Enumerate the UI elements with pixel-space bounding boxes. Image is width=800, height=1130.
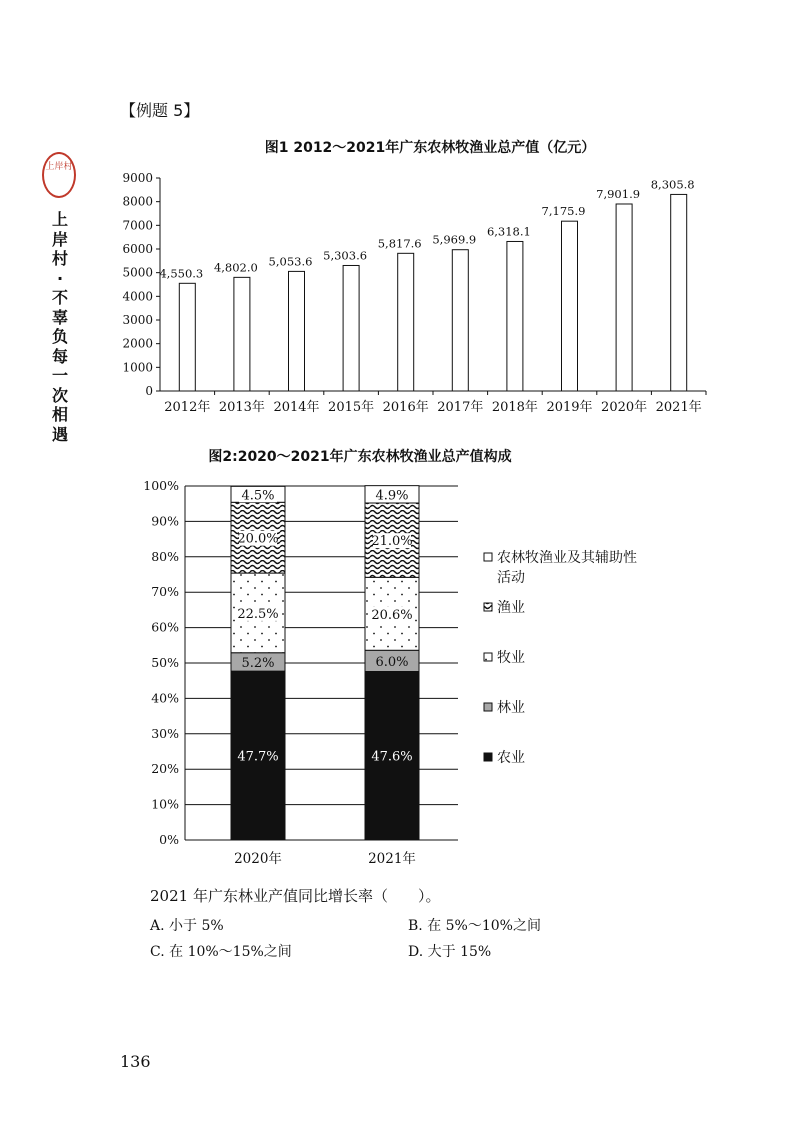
example-label: 【例题 5】 — [120, 101, 200, 120]
fig1-y-tick-label: 0 — [145, 384, 153, 398]
fig1-x-tick-label: 2012年 — [164, 400, 211, 415]
fig2-y-tick-label: 0% — [159, 832, 179, 847]
fig2-legend-swatch — [484, 653, 492, 661]
fig2-legend-swatch — [484, 753, 492, 761]
fig2-data-label: 47.7% — [237, 749, 279, 765]
fig1-data-label: 8,305.8 — [650, 177, 695, 192]
fig2-data-label: 22.5% — [237, 606, 279, 622]
fig2-y-tick-label: 10% — [151, 796, 179, 812]
fig2-legend-label: 牧业 — [497, 650, 525, 666]
fig1-x-tick-label: 2014年 — [273, 400, 320, 415]
fig2-legend-swatch — [484, 553, 492, 561]
fig1-x-tick-label: 2013年 — [218, 400, 265, 415]
fig1-data-label: 5,053.6 — [268, 254, 313, 269]
fig2-data-label: 21.0% — [371, 534, 413, 550]
fig2-legend-label: 林业 — [497, 700, 525, 716]
fig2-data-label: 6.0% — [375, 654, 409, 670]
fig2-legend-label: 农林牧渔业及其辅助性 — [497, 550, 637, 566]
fig2-data-label: 4.9% — [375, 488, 409, 504]
fig2-y-tick-label: 20% — [151, 761, 179, 777]
fig2-y-tick-label: 100% — [143, 478, 179, 493]
fig2-legend-label: 农业 — [497, 750, 525, 766]
fig1-data-label: 7,901.9 — [596, 186, 641, 201]
fig1-y-tick-label: 9000 — [122, 171, 153, 185]
fig2-data-label: 20.0% — [237, 531, 279, 547]
fig1-y-tick-label: 7000 — [122, 218, 153, 233]
fig2-data-label: 20.6% — [371, 607, 413, 623]
fig2-y-tick-label: 50% — [151, 655, 179, 670]
fig1-data-label: 5,303.6 — [323, 248, 368, 263]
fig1-x-tick-label: 2017年 — [437, 400, 484, 415]
fig1-y-tick-label: 6000 — [122, 242, 153, 256]
fig1-data-label: 4,802.0 — [213, 260, 258, 275]
fig1-x-tick-label: 2018年 — [491, 400, 538, 415]
brand-seal-text: 上岸村 — [45, 162, 73, 172]
fig2-legend-swatch — [484, 603, 492, 611]
fig2-y-tick-label: 70% — [151, 584, 179, 600]
fig2-y-tick-label: 40% — [151, 690, 179, 706]
fig1-y-tick-label: 8000 — [122, 194, 153, 209]
fig1-x-tick-label: 2021年 — [655, 400, 702, 415]
fig2-data-label: 47.6% — [371, 749, 413, 765]
fig1-title: 图1 2012～2021年广东农林牧渔业总产值（亿元） — [264, 140, 596, 156]
fig2-y-tick-label: 90% — [151, 513, 179, 529]
fig2-data-label: 5.2% — [241, 655, 275, 671]
fig1-data-label: 4,550.3 — [159, 266, 204, 281]
fig1-data-label: 5,817.6 — [377, 236, 422, 251]
fig2-x-tick-label: 2021年 — [368, 851, 416, 867]
fig2-legend-label: 活动 — [497, 570, 525, 586]
brand-slogan: 上岸村·不辜负每一次相遇 — [51, 210, 68, 444]
fig1-y-tick-label: 3000 — [122, 313, 153, 327]
fig1-x-tick-label: 2020年 — [601, 400, 648, 415]
fig1-y-tick-label: 1000 — [122, 360, 153, 375]
fig1-y-tick-label: 4000 — [122, 289, 153, 304]
fig1-y-tick-label: 2000 — [122, 336, 153, 351]
fig1-data-label: 5,969.9 — [432, 232, 477, 247]
option-b[interactable]: B. 在 5%～10%之间 — [408, 918, 541, 934]
fig1-x-tick-label: 2016年 — [382, 400, 429, 415]
fig1-x-tick-label: 2019年 — [546, 400, 593, 415]
fig2-y-tick-label: 60% — [151, 619, 179, 635]
fig2-title: 图2:2020～2021年广东农林牧渔业总产值构成 — [208, 449, 512, 465]
fig2-legend-swatch — [484, 703, 492, 711]
option-d[interactable]: D. 大于 15% — [408, 944, 492, 960]
option-c[interactable]: C. 在 10%～15%之间 — [150, 944, 292, 960]
option-a[interactable]: A. 小于 5% — [150, 918, 224, 934]
fig2-data-label: 4.5% — [241, 488, 275, 504]
fig2-y-tick-label: 80% — [151, 548, 179, 564]
page-number: 136 — [120, 1052, 151, 1071]
fig2-y-tick-label: 30% — [151, 725, 179, 741]
fig1-data-label: 7,175.9 — [541, 204, 586, 219]
question-stem: 2021 年广东林业产值同比增长率（ ）。 — [150, 887, 441, 905]
fig2-x-tick-label: 2020年 — [234, 851, 282, 867]
fig1-x-tick-label: 2015年 — [328, 400, 375, 415]
fig2-legend-label: 渔业 — [497, 600, 525, 616]
fig1-data-label: 6,318.1 — [486, 224, 531, 239]
fig1-y-tick-label: 5000 — [122, 265, 153, 280]
